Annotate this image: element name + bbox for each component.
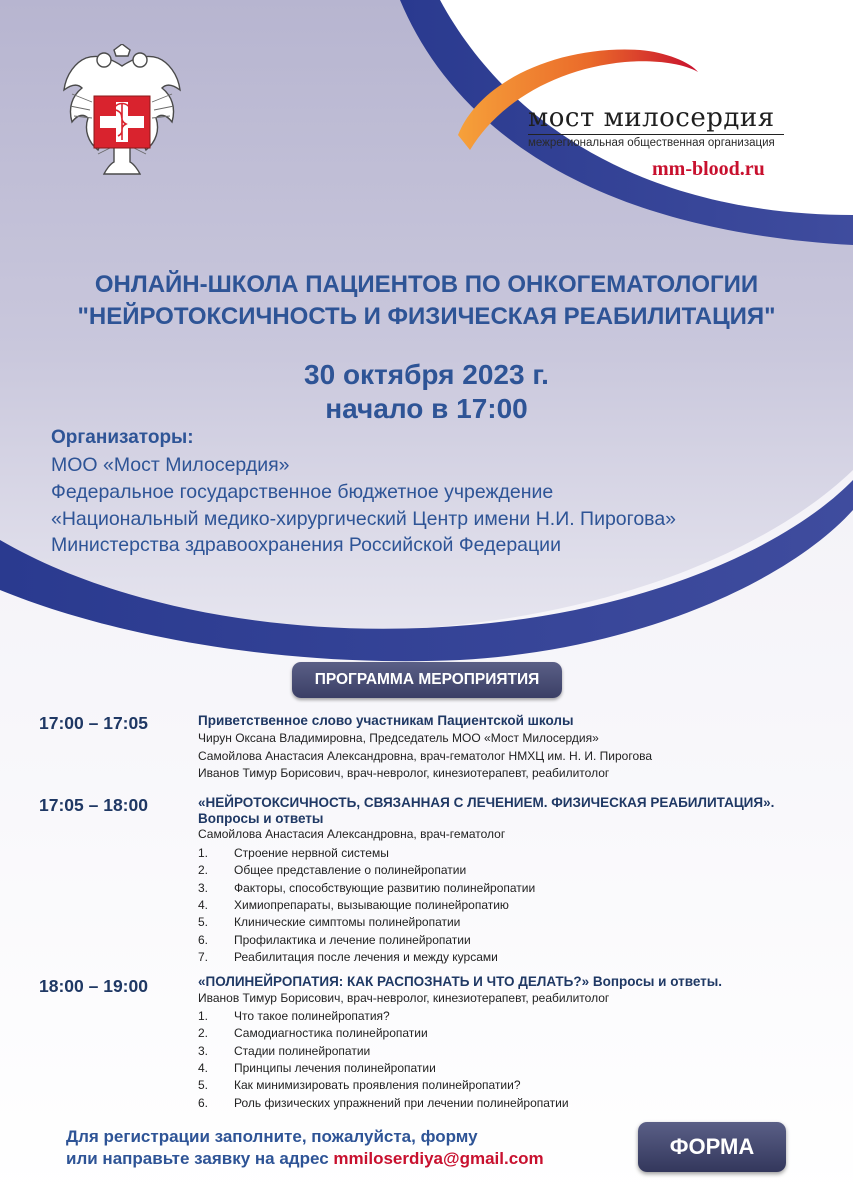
block-3-time: 18:00 – 19:00	[39, 976, 148, 996]
list-item	[198, 932, 798, 949]
list-item-text: Реабилитация после лечения и между курсами	[234, 949, 498, 964]
block-1-speaker: Чирун Оксана Владимировна, Председатель МОО «Мост Милосердия»	[198, 731, 599, 745]
page-title-line-2: "НЕЙРОТОКСИЧНОСТЬ И ФИЗИЧЕСКАЯ РЕАБИЛИТАЦИЯ"	[77, 303, 776, 330]
list-item	[198, 1008, 798, 1025]
organizers-heading: Организаторы:	[51, 427, 194, 448]
block-1-time: 17:00 – 17:05	[39, 713, 148, 733]
list-item-text: Самодиагностика полинейропатии	[234, 1026, 428, 1041]
list-item-text: Стадии полинейропатии	[234, 1043, 371, 1058]
logo-divider	[528, 134, 784, 135]
block-1-title: Приветственное слово участникам Пациентской школы	[198, 713, 574, 728]
list-item-text: Общее представление о полинейропатии	[234, 863, 467, 878]
list-item-text: Роль физических упражнений при лечении полинейропатии	[234, 1095, 569, 1110]
list-item	[198, 949, 798, 966]
organizer-line: Министерства здравоохранения Российской Федерации	[51, 534, 561, 556]
block-2-time: 17:05 – 18:00	[39, 795, 148, 815]
list-item-number: 3.	[198, 880, 209, 895]
event-date: 30 октября 2023 г.	[304, 359, 549, 390]
list-item-number: 4.	[198, 1060, 209, 1075]
list-item-number: 2.	[198, 1026, 209, 1041]
list-item	[198, 897, 798, 914]
list-item-number: 3.	[198, 1043, 209, 1058]
block-1-speaker: Самойлова Анастасия Александровна, врач-гематолог НМХЦ им. Н. И. Пирогова	[198, 749, 653, 763]
list-item	[198, 1060, 798, 1077]
list-item-number: 4.	[198, 897, 209, 912]
block-3-title: «ПОЛИНЕЙРОПАТИЯ: КАК РАСПОЗНАТЬ И ЧТО ДЕЛАТЬ?» Вопросы и ответы.	[198, 974, 723, 989]
list-item-text: Строение нервной системы	[234, 846, 389, 860]
logo-url[interactable]: mm-blood.ru	[652, 158, 765, 180]
registration-text-line-1: Для регистрации заполните, пожалуйста, форму	[66, 1127, 478, 1146]
list-item-number: 6.	[198, 932, 209, 947]
list-item-number: 5.	[198, 915, 209, 930]
block-1-speaker: Иванов Тимур Борисович, врач-невролог, кинезиотерапевт, реабилитолог	[198, 766, 610, 780]
list-item-text: Как минимизировать проявления полинейропатии?	[234, 1078, 521, 1093]
block-2-title-line-2: Вопросы и ответы	[198, 811, 324, 826]
list-item	[198, 880, 798, 897]
list-item-number: 1.	[198, 846, 209, 860]
logo-name: мост милосердия	[528, 103, 775, 133]
list-item-text: Что такое полинейропатия?	[234, 1009, 390, 1023]
list-item-number: 6.	[198, 1095, 209, 1110]
list-item	[198, 1077, 798, 1094]
list-item	[198, 1025, 798, 1042]
list-item	[198, 1043, 798, 1060]
ministry-emblem-icon	[58, 44, 186, 178]
list-item-number: 2.	[198, 863, 209, 878]
list-item-number: 1.	[198, 1009, 209, 1023]
organizer-line: Федеральное государственное бюджетное учреждение	[51, 481, 554, 503]
list-item	[198, 914, 798, 931]
list-item-text: Факторы, способствующие развитию полинейропатии	[234, 880, 536, 895]
block-3-speaker: Иванов Тимур Борисович, врач-невролог, кинезиотерапевт, реабилитолог	[198, 991, 610, 1005]
list-item-text: Химиопрепараты, вызывающие полинейропатию	[234, 897, 509, 912]
form-button[interactable]: ФОРМА	[638, 1122, 786, 1172]
registration-email-link[interactable]: mmiloserdiya@gmail.com	[333, 1149, 544, 1168]
page-title-line-1: ОНЛАЙН-ШКОЛА ПАЦИЕНТОВ ПО ОНКОГЕМАТОЛОГИИ	[94, 271, 759, 298]
logo-subtitle: межрегиональная общественная организация	[528, 137, 775, 149]
block-2-speaker: Самойлова Анастасия Александровна, врач-гематолог	[198, 827, 506, 841]
list-item-number: 5.	[198, 1078, 209, 1093]
block-2-title-line-1: «НЕЙРОТОКСИЧНОСТЬ, СВЯЗАННАЯ С ЛЕЧЕНИЕМ. ФИЗИЧЕСКАЯ РЕАБИЛИТАЦИЯ».	[198, 795, 775, 810]
list-item-text: Клинические симптомы полинейропатии	[234, 915, 461, 930]
list-item	[198, 862, 798, 879]
list-item	[198, 845, 798, 862]
registration-text-line-2	[66, 1148, 544, 1170]
organizer-line: МОО «Мост Милосердия»	[51, 454, 290, 476]
program-label: ПРОГРАММА МЕРОПРИЯТИЯ	[292, 662, 562, 698]
event-start-time: начало в 17:00	[325, 393, 528, 424]
list-item-text: Профилактика и лечение полинейропатии	[234, 932, 471, 947]
list-item	[198, 1095, 798, 1112]
organizer-line: «Национальный медико-хирургический Центр имени Н.И. Пирогова»	[51, 508, 677, 530]
list-item-text: Принципы лечения полинейропатии	[234, 1060, 436, 1075]
registration-prefix: или направьте заявку на адрес	[66, 1149, 334, 1168]
list-item-number: 7.	[198, 949, 209, 964]
